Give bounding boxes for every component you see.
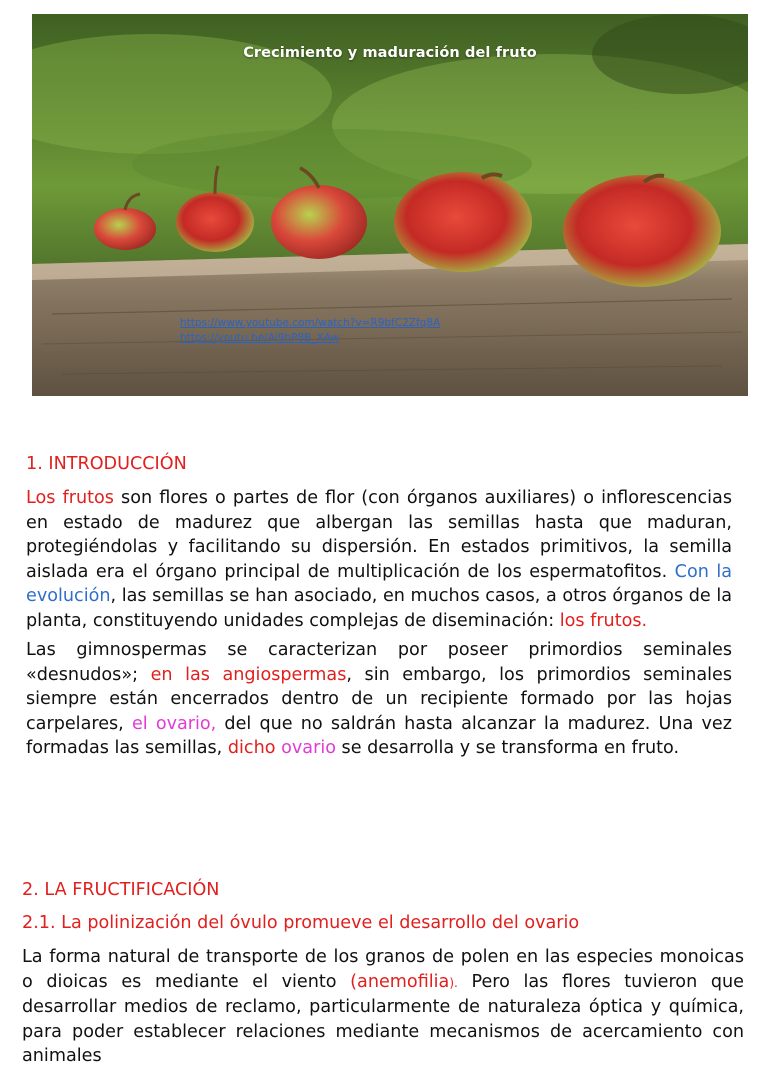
intro-paragraph-2	[26, 638, 732, 761]
text-run: Pero las flores tuvieron que desarrollar medios de reclamo, particularmente de naturaleza óptica y química, para poder establecer relaciones mediante mecanismos de acercamiento con animales	[22, 971, 744, 1066]
highlight-evolucion: Con la evolución	[26, 561, 732, 606]
section-2-heading: 2. LA FRUCTIFICACIÓN	[22, 880, 220, 900]
highlight-paren: ).	[449, 975, 458, 990]
text-run: Las gimnospermas se caracterizan por poseer primordios seminales «desnudos»;	[26, 640, 732, 685]
highlight-los-frutos: los frutos.	[559, 610, 648, 631]
hero-image	[32, 14, 748, 396]
intro-paragraph-1	[26, 486, 732, 633]
highlight-anemofilia: (anemofilia	[350, 971, 450, 992]
highlight-ovario: el ovario,	[131, 713, 217, 734]
apples-on-wood-photo	[32, 14, 748, 396]
text-run: La forma natural de transporte de los granos de polen en las especies monoicas o dioicas es mediante el viento	[22, 947, 744, 992]
highlight-frutos: Los frutos	[26, 488, 114, 508]
text-run: , las semillas se han asociado, en muchos casos, a otros órganos de la planta, constituyendo unidades complejas de diseminación:	[26, 586, 732, 631]
fructification-paragraph	[22, 945, 744, 1069]
text-run: son flores o partes de flor (con órganos auxiliares) o inflorescencias en estado de madurez que albergan las semillas hasta que maduran, protegiéndolas y facilitando su dispersión. En estados primitivos, la semilla aislada era el órgano principal de multiplicación de los espermatofitos.	[26, 488, 732, 582]
text-run: del que no saldrán hasta alcanzar la madurez. Una vez formadas las semillas,	[26, 713, 732, 758]
highlight-ovario-2: ovario	[281, 738, 336, 758]
video-link-1[interactable]: https://www.youtube.com/watch?v=R9bfC2Zfq8A	[180, 317, 441, 329]
highlight-dicho: dicho	[227, 738, 276, 758]
highlight-angiospermas: en las angiospermas	[150, 664, 347, 685]
text-run: se desarrolla y se transforma en fruto.	[335, 738, 680, 758]
hero-title: Crecimiento y maduración del fruto	[243, 45, 537, 61]
video-link-2[interactable]: https://youtu.be/Aj9hP8B_XAw	[180, 332, 340, 344]
text-run: , sin embargo, los primordios seminales siempre están encerrados dentro de un recipiente formado por las hojas carpelares,	[26, 664, 733, 734]
section-2-1-subheading: 2.1. La polinización del óvulo promueve el desarrollo del ovario	[22, 913, 580, 933]
section-1-heading: 1. INTRODUCCIÓN	[26, 454, 187, 474]
